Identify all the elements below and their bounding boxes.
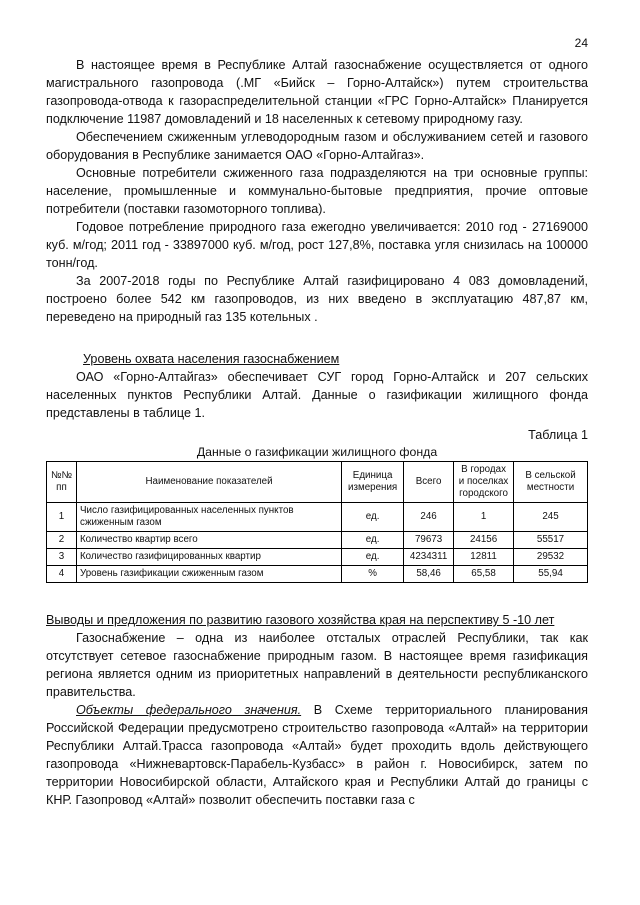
table-row (47, 532, 588, 549)
table-cell: Количество газифицированных квартир (76, 549, 341, 566)
table-cell: 65,58 (454, 566, 514, 583)
table-cell: 3 (47, 549, 77, 566)
table-cell: 79673 (404, 532, 454, 549)
paragraph-intro-3: Основные потребители сжиженного газа подразделяются на три основные группы: население, промышленные и коммунально-бытовые предприятия, прочие оптовые потребители (поставки газомоторного топлива). (46, 166, 588, 216)
paragraph-intro-1: В настоящее время в Республике Алтай газоснабжение осуществляется от одного магистрального газопровода (.МГ «Бийск – Горно-Алтайск») путем строительства газопровода-отвода к газораспределительной станции «ГРС Горно-Алтайск» Планируется подключение 11987 домовладений и 18 населенных к сетевому природному газу. (46, 58, 588, 126)
table-header-cell: В городах и поселках городского (454, 462, 514, 503)
table-label: Таблица 1 (528, 428, 588, 442)
table-cell: 1 (454, 503, 514, 532)
table-row (47, 503, 588, 532)
table-row (47, 566, 588, 583)
paragraph-intro-2: Обеспечением сжиженным углеводородным газом и обслуживанием сетей и газового оборудования в Республике занимается ОАО «Горно-Алтайгаз». (46, 130, 588, 162)
table-cell: 245 (514, 503, 588, 532)
federal-paragraph (46, 701, 588, 809)
conclusions-paragraph: Газоснабжение – одна из наиболее отсталых отраслей Республики, так как отсутствует сетевое газоснабжение природным газом. В настоящее время газификация региона является одним из приоритетных направлений в деятельности республиканского правительства. (46, 631, 588, 699)
table-cell: 2 (47, 532, 77, 549)
paragraph-intro-4: Годовое потребление природного газа ежегодно увеличивается: 2010 год - 27169000 куб. м/год; 2011 год - 33897000 куб. м/год, рост 127,8%, поставка угля снизилась на 100000 тонн/год. (46, 220, 588, 270)
table-cell: 29532 (514, 549, 588, 566)
gasification-table (46, 461, 588, 583)
table-header-cell: В сельской местности (514, 462, 588, 503)
table-header-cell: №№ пп (47, 462, 77, 503)
table-cell: ед. (342, 532, 404, 549)
table-header-cell: Всего (404, 462, 454, 503)
table-cell: 4234311 (404, 549, 454, 566)
table-title: Данные о газификации жилищного фонда (196, 445, 438, 459)
table-cell: 55517 (514, 532, 588, 549)
table-cell: 1 (47, 503, 77, 532)
table-cell: ед. (342, 503, 404, 532)
table-cell: 24156 (454, 532, 514, 549)
table-cell: 58,46 (404, 566, 454, 583)
coverage-paragraph: ОАО «Горно-Алтайгаз» обеспечивает СУГ город Горно-Алтайск и 207 сельских населенных пунктов Республики Алтай. Данные о газификации жилищного фонда представлены в таблице 1. (46, 370, 588, 420)
table-cell: 4 (47, 566, 77, 583)
page-number: 24 (574, 36, 588, 50)
conclusions-heading: Выводы и предложения по развитию газового хозяйства края на перспективу 5 -10 лет (46, 613, 555, 627)
table-cell: 55,94 (514, 566, 588, 583)
table-cell: % (342, 566, 404, 583)
paragraph-intro-5: За 2007-2018 годы по Республике Алтай газифицировано 4 083 домовладений, построено более 542 км газопроводов, из них введено в эксплуатацию 487,87 км, переведено на природный газ 135 котельных . (46, 274, 588, 324)
coverage-heading: Уровень охвата населения газоснабжением (83, 352, 340, 366)
table-header-cell: Наименование показателей (76, 462, 341, 503)
table-cell: 246 (404, 503, 454, 532)
table-row (47, 549, 588, 566)
table-cell: ед. (342, 549, 404, 566)
table-cell: Число газифицированных населенных пунктов сжиженным газом (76, 503, 341, 532)
table-cell: Количество квартир всего (76, 532, 341, 549)
table-cell: Уровень газификации сжиженным газом (76, 566, 341, 583)
table-header-row (47, 462, 588, 503)
table-cell: 12811 (454, 549, 514, 566)
federal-label: Объекты федерального значения. (76, 703, 302, 717)
federal-text: В Схеме территориального планирования Российской Федерации предусмотрено строительство газопровода «Алтай» на территории Республики Алтай.Трасса газопровода «Алтай» будет проходить вдоль действующего газопровода «Нижневартовск-Парабель-Кузбасс» в район г. Новосибирск, затем по территории Новосибирской области, Алтайского края и Республики Алтай до границы с КНР. Газопровод «Алтай» позволит обеспечить поставки газа с (46, 703, 588, 807)
table-header-cell: Единица измерения (342, 462, 404, 503)
document-body (46, 56, 588, 809)
